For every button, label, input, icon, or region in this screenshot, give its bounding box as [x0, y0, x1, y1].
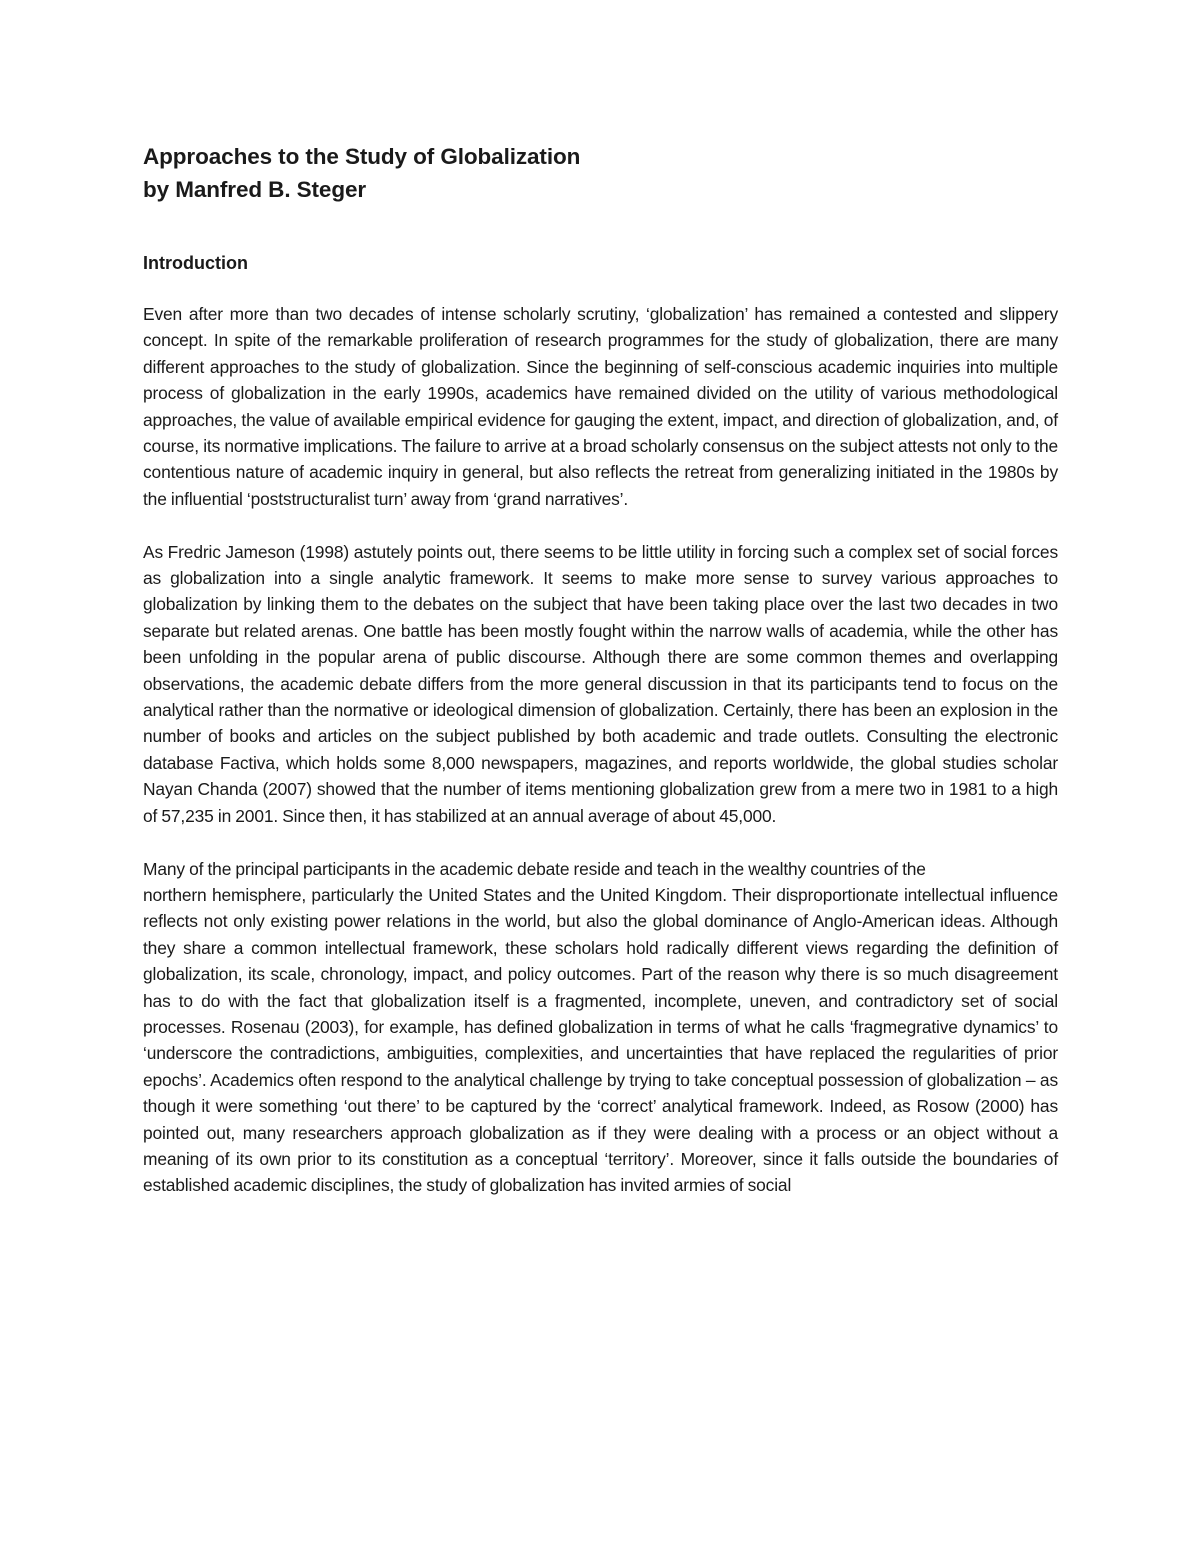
document-title: Approaches to the Study of Globalization	[143, 144, 581, 169]
paragraph-3-first-line: Many of the principal participants in the academic debate reside and teach in the wealthy countries of the	[143, 858, 926, 879]
section-heading: Introduction	[143, 253, 248, 273]
paragraph-2: As Fredric Jameson (1998) astutely points out, there seems to be little utility in forcing such a complex set of social forces as globalization into a single analytic framework. It seems to make more sense to survey various approaches to globalization by linking them to the debates on the subject that have been taking place over the last two decades in two separate but related arenas. One battle has been mostly fought within the narrow walls of academia, while the other has been unfolding in the popular arena of public discourse. Although there are some common themes and overlapping observations, the academic debate differs from the more general discussion in that its participants tend to focus on the analytical rather than the normative or ideological dimension of globalization. Certainly, there has been an explosion in the number of books and articles on the subject published by both academic and trade outlets. Consulting the electronic database Factiva, which holds some 8,000 newspapers, magazines, and reports worldwide, the global studies scholar Nayan Chanda (2007) showed that the number of items mentioning globalization grew from a mere two in 1981 to a high of 57,235 in 2001. Since then, it has stabilized at an annual average of about 45,000.	[143, 541, 1058, 826]
document-page	[143, 140, 1058, 1225]
paragraph-1: Even after more than two decades of intense scholarly scrutiny, ‘globalization’ has remained a contested and slippery concept. In spite of the remarkable proliferation of research programmes for the study of globalization, there are many different approaches to the study of globalization. Since the beginning of self-conscious academic inquiries into multiple process of globalization in the early 1990s, academics have remained divided on the utility of various methodological approaches, the value of available empirical evidence for gauging the extent, impact, and direction of globalization, and, of course, its normative implications. The failure to arrive at a broad scholarly consensus on the subject attests not only to the contentious nature of academic inquiry in general, but also reflects the retreat from generalizing initiated in the 1980s by the influential ‘poststructuralist turn’ away from ‘grand narratives’.	[143, 304, 1058, 509]
document-byline: by Manfred B. Steger	[143, 177, 367, 202]
paragraph-3-continued: northern hemisphere, particularly the United States and the United Kingdom. Their disproportionate intellectual influence reflects not only existing power relations in the world, but also the global dominance of Anglo-American ideas. Although they share a common intellectual framework, these scholars hold radically different views regarding the definition of globalization, its scale, chronology, impact, and policy outcomes. Part of the reason why there is so much disagreement has to do with the fact that globalization itself is a fragmented, incomplete, uneven, and contradictory set of social processes. Rosenau (2003), for example, has defined globalization in terms of what he calls ‘fragmegrative dynamics’ to ‘underscore the contradictions, ambiguities, complexities, and uncertainties that have replaced the regularities of prior epochs’. Academics often respond to the analytical challenge by trying to take conceptual possession of globalization – as though it were something ‘out there’ to be captured by the ‘correct’ analytical framework. Indeed, as Rosow (2000) has pointed out, many researchers approach globalization as if they were dealing with a process or an object without a meaning of its own prior to its constitution as a conceptual ‘territory’. Moreover, since it falls outside the boundaries of established academic disciplines, the study of globalization has invited armies of social	[143, 884, 1058, 1196]
